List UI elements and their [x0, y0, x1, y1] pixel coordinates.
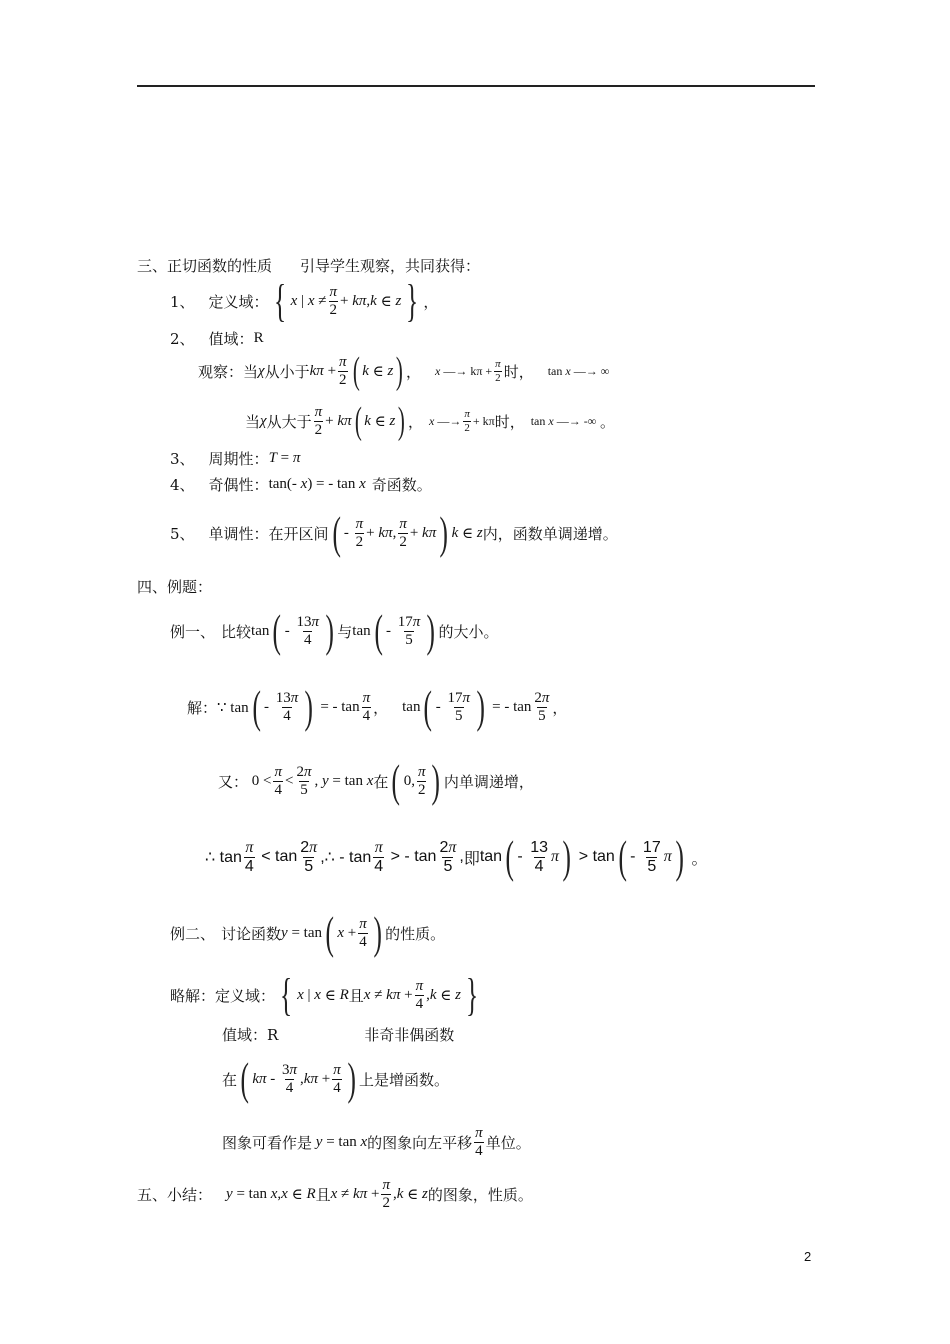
- header-rule: [137, 85, 815, 87]
- solution-line-3: ∴ tan $\frac{\pi}{4}$ < tan $\frac{2\pi}{5}$ ,∴ - tan $\frac{\pi}{4}$ > - tan $\frac{2\pi}{5}$ , 即 tan ( - $\frac{13}{4}$ π ) > tan ( - $\frac{17}{5}$ π ) 。: [205, 831, 708, 882]
- page-number: 2: [804, 1249, 812, 1264]
- item-range: 2、 值域： R: [170, 330, 264, 348]
- example-1: 例一、 比较 tan ( - $\frac{13\pi}{4}$ ) 与 tan ( - $\frac{17\pi}{5}$ ) 的大小。: [170, 605, 499, 656]
- section4-heading: 四、例题：: [137, 578, 213, 596]
- brief-solution-increase: 在 ( kπ - $\frac{3\pi}{4}$ , kπ + $\frac{\pi}{4}$ ) 上是增函数。: [222, 1053, 450, 1104]
- brief-solution-domain: 略解：定义域： { x | x ∈ R 且 x ≠ kπ + $\frac{\pi}{4}$ , k ∈ z }: [170, 969, 479, 1020]
- solution-line-1: 解： ∵ tan ( - $\frac{13\pi}{4}$ ) = - tan $\frac{\pi}{4}$ ， tan ( - $\frac{17\pi}{5}$ ) = - tan $\frac{2\pi}{5}$ ，: [187, 681, 568, 732]
- item-domain: 1、 定义域： { x | x ≠ $\frac{\pi}{2}$ + kπ , k ∈ z } ，: [170, 275, 439, 326]
- section3-guide: 引导学生观察，共同获得：: [300, 257, 481, 275]
- section5-summary: 五、小结： y = tan x , x ∈ R 且 x ≠ kπ + $\frac{\pi}{2}$ , k ∈ z 的图象，性质。: [137, 1177, 533, 1211]
- section3-heading: 三、正切函数的性质: [137, 257, 273, 275]
- fraction: $\frac{\pi}{2}$: [329, 283, 338, 318]
- brief-solution-range: 值域：R 非奇非偶函数: [222, 1026, 455, 1044]
- item-parity: 4、 奇偶性： tan(- x ) = - tan x 奇函数。: [170, 476, 432, 494]
- item-monotonicity: 5、 单调性：在开区间 ( - $\frac{\pi}{2}$ + kπ , $\frac{\pi}{2}$ + kπ ) k ∈ z 内，函数单调递增。: [170, 507, 618, 558]
- observation-line-1: 观察：当 χ 从小于 kπ + $\frac{\pi}{2}$ ( k ∈ z ) ， x —→ kπ + $\frac{\pi}{2}$ 时， tan x —→ ∞: [198, 350, 610, 392]
- observation-line-2: 当 χ 从大于 $\frac{\pi}{2}$ + kπ ( k ∈ z ) ， x —→ $\frac{\pi}{2}$ + kπ 时， tan x —→ -∞ 。: [245, 400, 616, 442]
- section3-heading-line: [137, 255, 480, 276]
- example-2: 例二、 讨论函数 y = tan ( x + $\frac{\pi}{4}$ ) 的性质。: [170, 907, 446, 958]
- solution-line-2: 又： 0 < $\frac{\pi}{4}$ < $\frac{2\pi}{5}$ , y = tan x 在 ( 0, $\frac{\pi}{2}$ ) 内单调递增，: [218, 755, 534, 806]
- item-period: 3、 周期性： T = π: [170, 450, 301, 468]
- brief-solution-shift: 图象可看作是 y = tan x 的图象向左平移 $\frac{\pi}{4}$ 单位。: [222, 1125, 531, 1159]
